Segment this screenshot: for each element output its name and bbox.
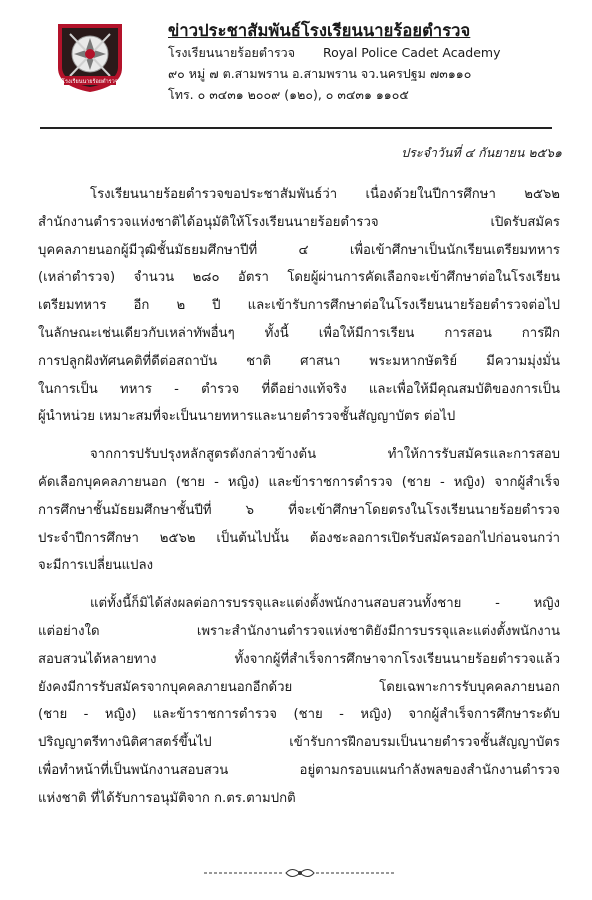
org-address: ๙๐ หมู่ ๗ ต.สามพราน อ.สามพราน จว.นครปฐม ๗๓๑๑๐	[168, 66, 472, 81]
text-line: จากการปรับปรุงหลักสูตรดังกล่าวข้างต้น ทำให้การรับสมัครและการสอบ	[90, 447, 560, 463]
police-academy-logo	[52, 20, 128, 94]
text-line: บุคคลภายนอกผู้มีวุฒิชั้นมัธยมศึกษาปีที่ ๔ เพื่อเข้าศึกษาเป็นนักเรียนเตรียมทหาร	[38, 242, 560, 258]
text-line: ประจำปีการศึกษา ๒๕๖๒ เป็นต้นไปนั้น ต้องชะลอการเปิดรับสมัครออกไปก่อนจนกว่า	[38, 530, 560, 546]
text-line: การปลูกฝังทัศนคติที่ดีต่อสถาบัน ชาติ ศาสนา พระมหากษัตริย์ มีความมุ่งมั่น	[38, 353, 560, 369]
document-title: ข่าวประชาสัมพันธ์โรงเรียนนายร้อยตำรวจ	[168, 21, 471, 40]
svg-text:โรงเรียนนายร้อยตำรวจ: โรงเรียนนายร้อยตำรวจ	[62, 79, 118, 85]
paragraph-3	[38, 590, 560, 812]
text-line: สำนักงานตำรวจแห่งชาติได้อนุมัติให้โรงเรียนนายร้อยตำรวจ เปิดรับสมัคร	[38, 214, 560, 230]
text-line: แต่อย่างใด เพราะสำนักงานตำรวจแห่งชาติยังมีการบรรจุและแต่งตั้งพนักงาน	[38, 623, 560, 639]
text-line: คัดเลือกบุคคลภายนอก (ชาย - หญิง) และข้าราชการตำรวจ (ชาย - หญิง) จากผู้สำเร็จ	[38, 474, 560, 490]
text-line: (ชาย - หญิง) และข้าราชการตำรวจ (ชาย - หญิง) จากผู้สำเร็จการศึกษาระดับ	[38, 707, 560, 723]
org-name-thai: โรงเรียนนายร้อยตำรวจ	[168, 45, 296, 60]
paragraph-1	[38, 181, 560, 431]
text-line: จะมีการเปลี่ยนแปลง	[38, 558, 154, 574]
org-phone: โทร. ๐ ๓๔๓๑ ๒๐๐๙ (๑๒๐), ๐ ๓๔๓๑ ๑๑๐๕	[168, 87, 409, 102]
ornamental-divider-icon	[200, 866, 400, 880]
org-name-english: Royal Police Cadet Academy	[323, 45, 501, 60]
text-line: แต่ทั้งนี้ก็มิได้ส่งผลต่อการบรรจุและแต่งตั้งพนักงานสอบสวนทั้งชาย - หญิง	[90, 596, 560, 612]
org-name-line	[168, 42, 578, 63]
text-line: ในลักษณะเช่นเดียวกับเหล่าทัพอื่นๆ ทั้งนี้ เพื่อให้มีการเรียน การสอน การฝึก	[38, 325, 560, 341]
text-line: แห่งชาติ ที่ได้รับการอนุมัติจาก ก.ตร.ตามปกติ	[38, 790, 296, 806]
document-date: ประจำวันที่ ๔ กันยายน ๒๕๖๑	[401, 145, 562, 160]
text-line: (เหล่าตำรวจ) จำนวน ๒๘๐ อัตรา โดยผู้ผ่านการคัดเลือกจะเข้าศึกษาต่อในโรงเรียน	[38, 270, 560, 286]
text-line: โรงเรียนนายร้อยตำรวจขอประชาสัมพันธ์ว่า เนื่องด้วยในปีการศึกษา ๒๕๖๒	[90, 187, 560, 202]
text-line: เตรียมทหาร อีก ๒ ปี และเข้ารับการศึกษาต่อในโรงเรียนนายร้อยตำรวจต่อไป	[38, 298, 560, 314]
letterhead	[168, 20, 578, 105]
text-line: เพื่อทำหน้าที่เป็นพนักงานสอบสวน อยู่ตามกรอบแผนกำลังพลของสำนักงานตำรวจ	[38, 762, 560, 778]
header-divider	[40, 127, 552, 129]
document-body	[38, 181, 560, 823]
text-line: ปริญญาตรีทางนิติศาสตร์ขึ้นไป เข้ารับการฝึกอบรมเป็นนายตำรวจชั้นสัญญาบัตร	[38, 735, 560, 751]
text-line: สอบสวนได้หลายทาง ทั้งจากผู้ที่สำเร็จการศึกษาจากโรงเรียนนายร้อยตำรวจแล้ว	[38, 651, 560, 667]
text-line: ในการเป็น ทหาร - ตำรวจ ที่ดีอย่างแท้จริง และเพื่อให้มีคุณสมบัติของการเป็น	[38, 381, 560, 397]
text-line: การศึกษาชั้นมัธยมศึกษาชั้นปีที่ ๖ ที่จะเข้าศึกษาโดยตรงในโรงเรียนนายร้อยตำรวจ	[38, 502, 560, 518]
text-line: ยังคงมีการรับสมัครจากบุคคลภายนอกอีกด้วย โดยเฉพาะการรับบุคคลภายนอก	[38, 679, 560, 695]
paragraph-2	[38, 441, 560, 580]
text-line: ผู้นำหน่วย เหมาะสมที่จะเป็นนายทหารและนายตำรวจชั้นสัญญาบัตร ต่อไป	[38, 409, 456, 425]
